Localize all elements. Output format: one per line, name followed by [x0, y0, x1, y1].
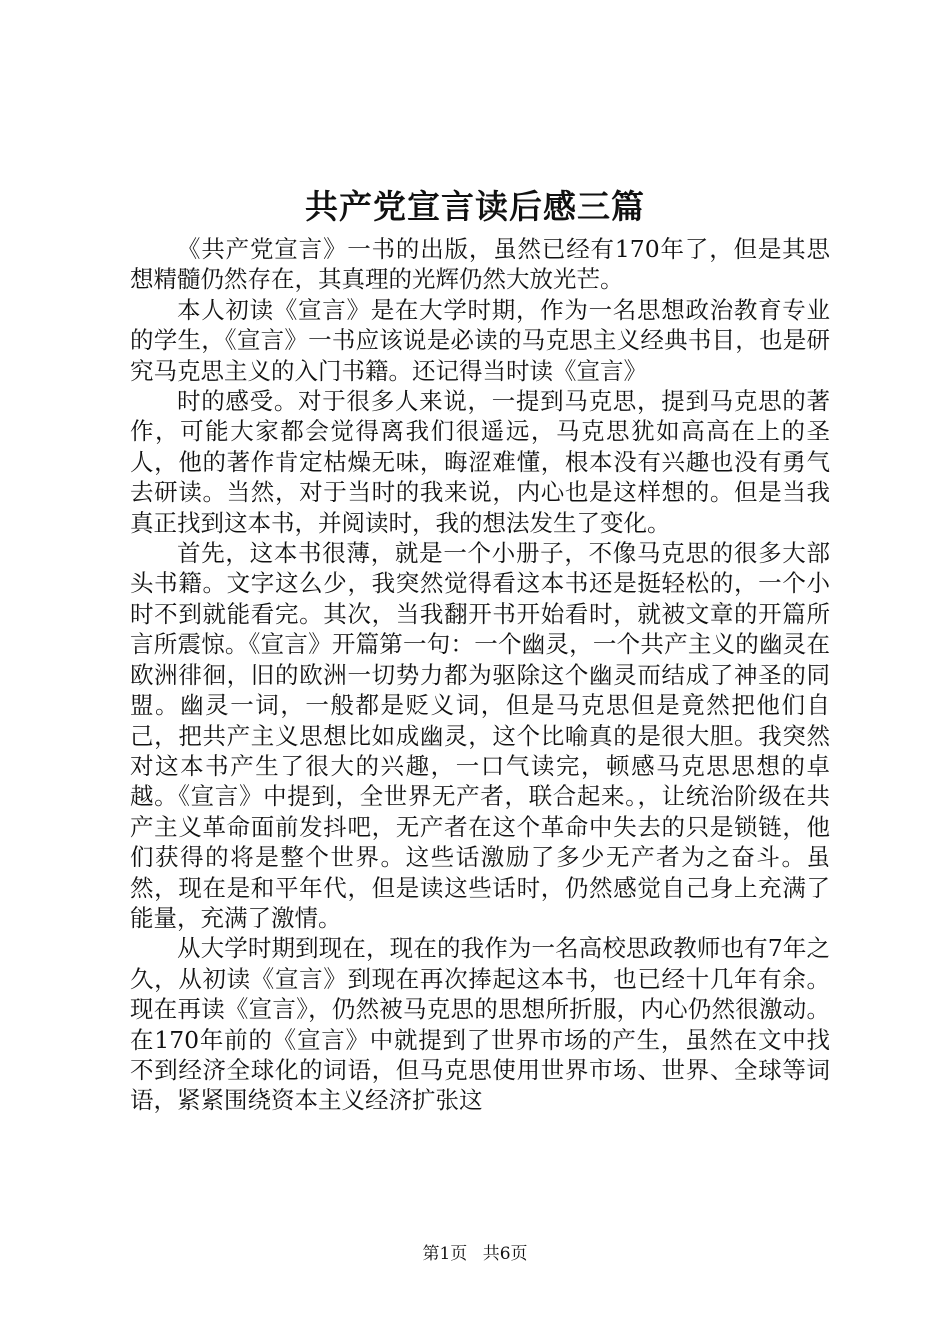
- paragraph: 《共产党宣言》一书的出版，虽然已经有170年了，但是其思想精髓仍然存在，其真理的光辉仍然大放光芒。: [130, 235, 830, 294]
- document-body: [130, 234, 830, 1116]
- paragraph: 时的感受。对于很多人来说，一提到马克思，提到马克思的著作，可能大家都会觉得离我们很遥远，马克思犹如高高在上的圣人，他的著作肯定枯燥无味，晦涩难懂，根本没有兴趣也没有勇气去研读。当然，对于当时的我来说，内心也是这样想的。但是当我真正找到这本书，并阅读时，我的想法发生了变化。: [130, 387, 830, 537]
- paragraph: 从大学时期到现在，现在的我作为一名高校思政教师也有7年之久，从初读《宣言》到现在再次捧起这本书，也已经十几年有余。现在再读《宣言》，仍然被马克思的思想所折服，内心仍然很激动。在170年前的《宣言》中就提到了世界市场的产生，虽然在文中找不到经济全球化的词语，但马克思使用世界市场、世界、全球等词语，紧紧围绕资本主义经济扩张这: [130, 934, 830, 1115]
- paragraph: 首先，这本书很薄，就是一个小册子，不像马克思的很多大部头书籍。文字这么少，我突然觉得看这本书还是挺轻松的，一个小时不到就能看完。其次，当我翻开书开始看时，就被文章的开篇所言所震惊。《宣言》开篇第一句：一个幽灵，一个共产主义的幽灵在欧洲徘徊，旧的欧洲一切势力都为驱除这个幽灵而结成了神圣的同盟。幽灵一词，一般都是贬义词，但是马克思但是竟然把他们自己，把共产主义思想比如成幽灵，这个比喻真的是很大胆。我突然对这本书产生了很大的兴趣，一口气读完，顿感马克思思想的卓越。《宣言》中提到，全世界无产者，联合起来。，让统治阶级在共产主义革命面前发抖吧，无产者在这个革命中失去的只是锁链，他们获得的将是整个世界。这些话激励了多少无产者为之奋斗。虽然，现在是和平年代，但是读这些话时，仍然感觉自己身上充满了能量，充满了激情。: [130, 539, 830, 932]
- page-number-total: 共6页: [482, 1244, 528, 1264]
- page-footer: [0, 1242, 950, 1266]
- document-title: 共产党宣言读后感三篇: [305, 187, 645, 226]
- page-number-current: 第1页: [422, 1244, 468, 1264]
- paragraph: 本人初读《宣言》是在大学时期，作为一名思想政治教育专业的学生，《宣言》一书应该说是必读的马克思主义经典书目，也是研究马克思主义的入门书籍。还记得当时读《宣言》: [130, 295, 830, 385]
